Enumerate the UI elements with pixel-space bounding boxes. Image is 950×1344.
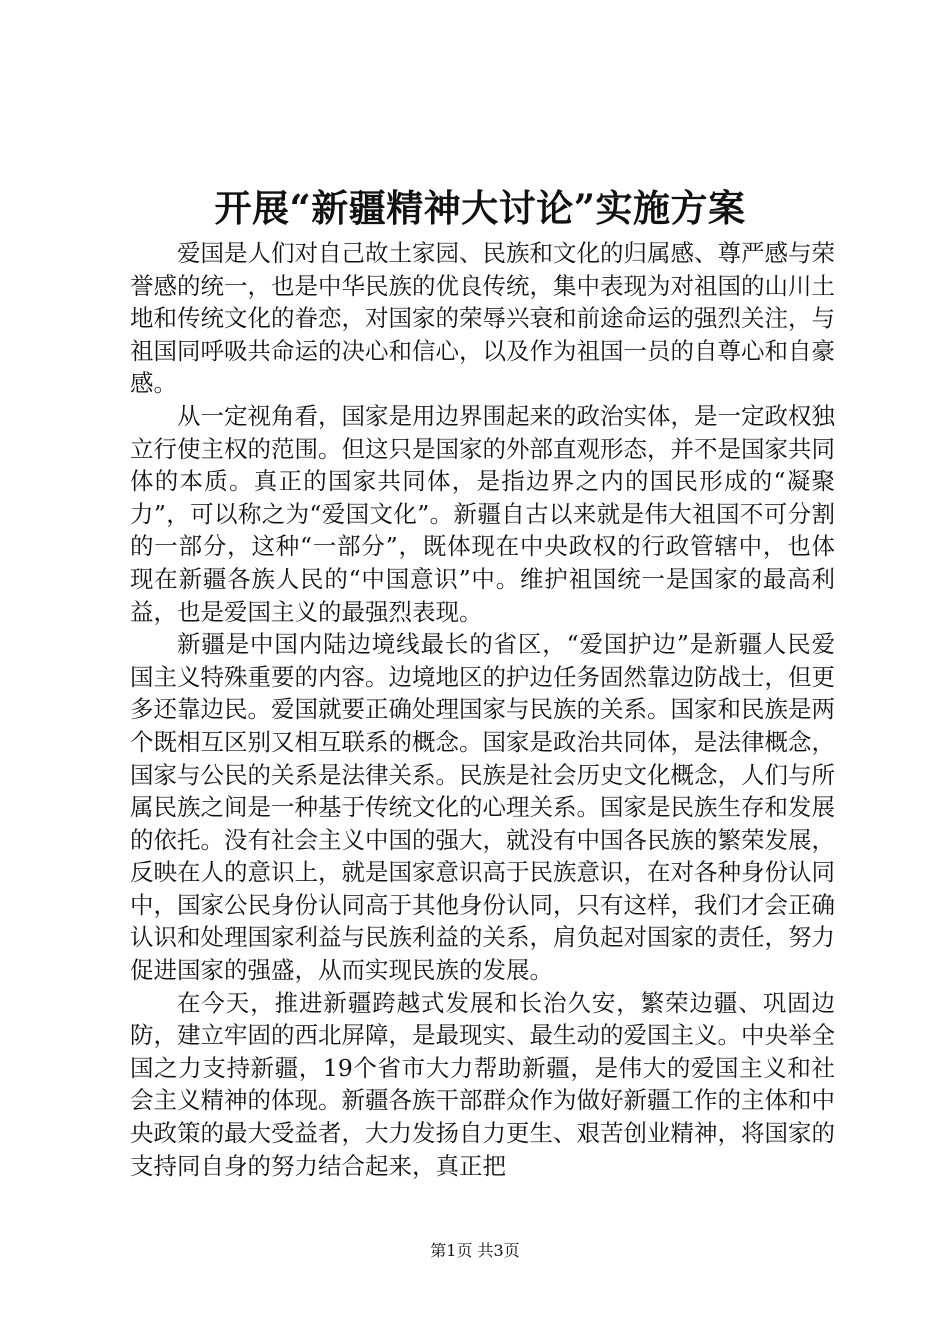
document-title: 开展“新疆精神大讨论”实施方案 <box>214 186 746 230</box>
paragraph-1: 爱国是人们对自己故土家园、民族和文化的归属感、尊严感与荣誉感的统一，也是中华民族的优良传统，集中表现为对祖国的山川土地和传统文化的眷恋，对国家的荣辱兴衰和前途命运的强烈关注，与祖国同呼吸共命运的决心和信心，以及作为祖国一员的自尊心和自豪感。 <box>130 239 835 398</box>
paragraph-4: 在今天，推进新疆跨越式发展和长治久安，繁荣边疆、巩固边防，建立牢固的西北屏障，是最现实、最生动的爱国主义。中央举全国之力支持新疆，19个省市大力帮助新疆，是伟大的爱国主义和社会主义精神的体现。新疆各族干部群众作为做好新疆工作的主体和中央政策的最大受益者，大力发扬自力更生、艰苦创业精神，将国家的支持同自身的努力结合起来，真正把 <box>130 988 835 1180</box>
paragraph-2: 从一定视角看，国家是用边界围起来的政治实体，是一定政权独立行使主权的范围。但这只是国家的外部直观形态，并不是国家共同体的本质。真正的国家共同体，是指边界之内的国民形成的“凝聚力”，可以称之为“爱国文化”。新疆自古以来就是伟大祖国不可分割的一部分，这种“一部分”，既体现在中央政权的行政管辖中，也体现在新疆各族人民的“中国意识”中。维护祖国统一是国家的最高利益，也是爱国主义的最强烈表现。 <box>130 401 835 626</box>
paragraph-3: 新疆是中国内陆边境线最长的省区，“爱国护边”是新疆人民爱国主义特殊重要的内容。边境地区的护边任务固然靠边防战士，但更多还靠边民。爱国就要正确处理国家与民族的关系。国家和民族是两个既相互区别又相互联系的概念。国家是政治共同体，是法律概念，国家与公民的关系是法律关系。民族是社会历史文化概念，人们与所属民族之间是一种基于传统文化的心理关系。国家是民族生存和发展的依托。没有社会主义中国的强大，就没有中国各民族的繁荣发展，反映在人的意识上，就是国家意识高于民族意识，在对各种身份认同中，国家公民身份认同高于其他身份认同，只有这样，我们才会正确认识和处理国家利益与民族利益的关系，肩负起对国家的责任，努力促进国家的强盛，从而实现民族的发展。 <box>130 630 835 985</box>
page-number-footer: 第1页 共3页 <box>430 1241 520 1260</box>
document-body <box>130 237 835 1182</box>
